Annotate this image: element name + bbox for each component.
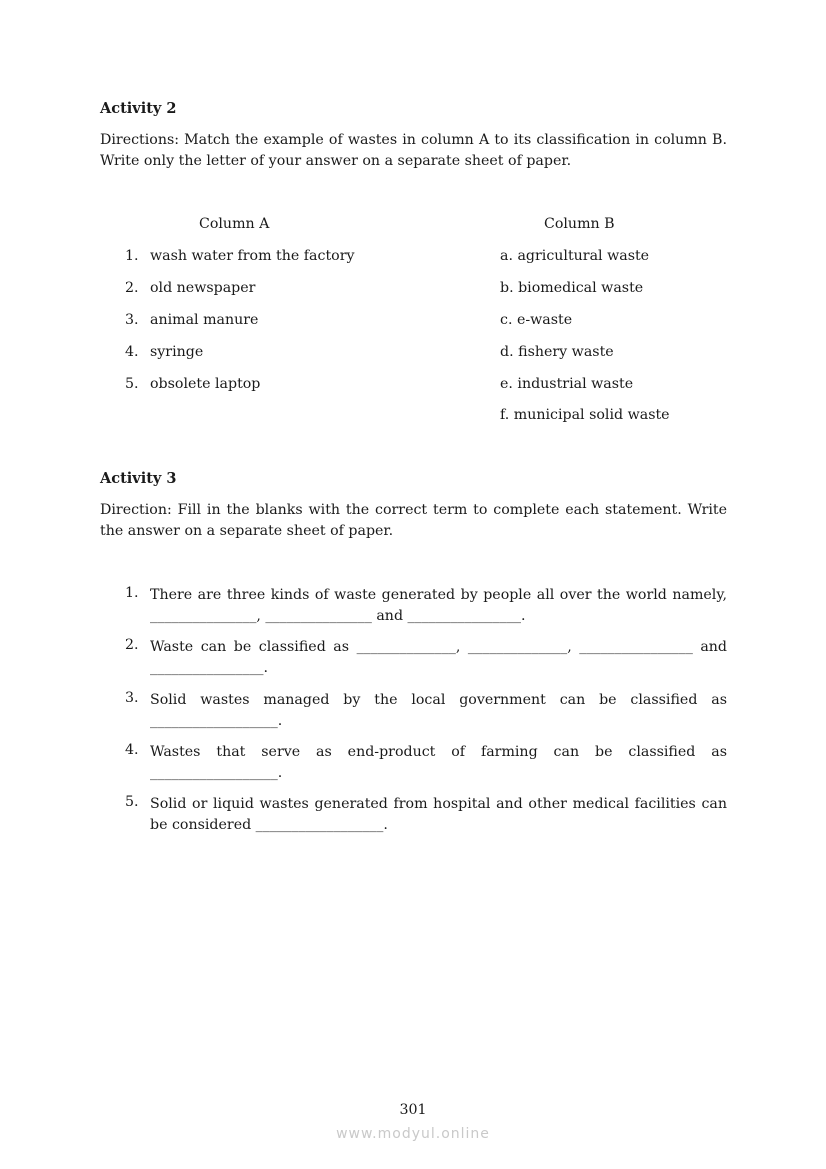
- column-b-item: a. agricultural waste: [500, 248, 650, 264]
- column-b-item: c. e-waste: [500, 312, 573, 328]
- item-number: 4.: [125, 742, 139, 758]
- column-a-item-number: 1.: [125, 248, 139, 264]
- fill-in-statement: Solid or liquid wastes generated from hospital and other medical facilities can be considered __________________.: [150, 796, 727, 833]
- column-b-item: f. municipal solid waste: [500, 407, 670, 423]
- page-number: 301: [399, 1102, 427, 1118]
- fill-in-statement: Wastes that serve as end-product of farming can be classified as __________________.: [150, 744, 727, 781]
- column-a-item: old newspaper: [150, 280, 256, 296]
- column-a-item-number: 4.: [125, 344, 139, 360]
- activity-3-directions: Direction: Fill in the blanks with the correct term to complete each statement. Write the answer on a separate sheet of paper.: [100, 502, 727, 539]
- watermark: www.modyul.online: [336, 1126, 490, 1142]
- column-a-header: Column A: [199, 216, 270, 232]
- activity-2-directions: Directions: Match the example of wastes in column A to its classification in column B. Write only the letter of your answer on a separate sheet of paper.: [100, 132, 727, 169]
- fill-in-statement: There are three kinds of waste generated by people all over the world namely, _______________, _______________ and ________________.: [150, 587, 727, 624]
- item-number: 5.: [125, 794, 139, 810]
- column-a-item-number: 5.: [125, 376, 139, 392]
- column-a-item: syringe: [150, 344, 204, 360]
- column-b-item: d. fishery waste: [500, 344, 614, 360]
- fill-in-statement: Waste can be classified as ______________, ______________, ________________ and ________________.: [150, 639, 727, 676]
- activity-3-title: Activity 3: [100, 470, 177, 487]
- item-number: 1.: [125, 585, 139, 601]
- item-number: 3.: [125, 690, 139, 706]
- fill-in-statement: Solid wastes managed by the local government can be classified as __________________.: [150, 692, 727, 729]
- activity-2-title: Activity 2: [100, 100, 177, 117]
- column-b-item: b. biomedical waste: [500, 280, 644, 296]
- column-a-item-number: 2.: [125, 280, 139, 296]
- column-b-header: Column B: [544, 216, 615, 232]
- column-a-item-number: 3.: [125, 312, 139, 328]
- column-b-item: e. industrial waste: [500, 376, 634, 392]
- item-number: 2.: [125, 637, 139, 653]
- column-a-item: animal manure: [150, 312, 259, 328]
- column-a-item: wash water from the factory: [150, 248, 355, 264]
- column-a-item: obsolete laptop: [150, 376, 261, 392]
